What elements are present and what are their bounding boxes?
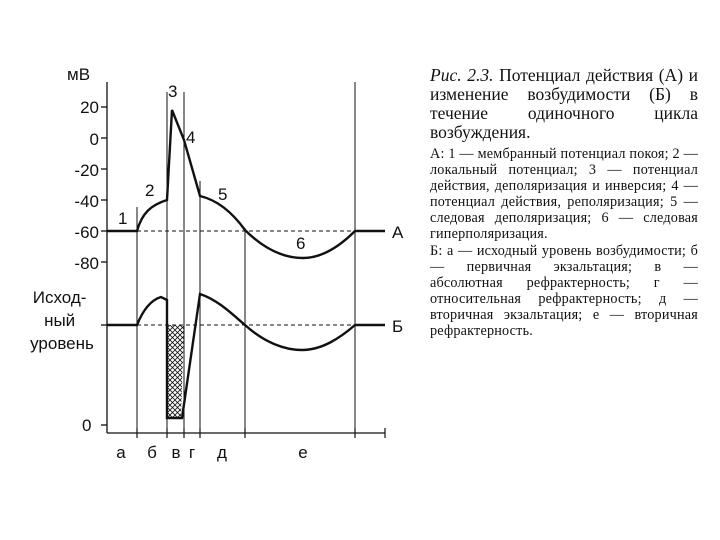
y-tick-label: -40 — [74, 192, 99, 211]
phase-letter: а — [116, 443, 126, 462]
phase-letter: в — [171, 443, 181, 462]
y-tick-label: -20 — [74, 161, 99, 180]
y-tick-label: -60 — [74, 223, 99, 242]
curve-number: 6 — [296, 234, 306, 253]
curve-number: 2 — [145, 181, 155, 200]
caption-heading — [430, 66, 698, 142]
y-tick-label: 0 — [89, 130, 99, 149]
y-tick-label: 20 — [80, 98, 99, 117]
y-tick-label: -80 — [74, 254, 99, 273]
y-axis — [101, 82, 107, 433]
phase-letter: д — [217, 443, 227, 462]
excitability-curve — [107, 294, 385, 418]
curve-b-label: Б — [392, 317, 404, 336]
y-axis-unit: мВ — [67, 65, 91, 84]
phase-letter: е — [298, 443, 308, 462]
absolute-refractory-fill — [167, 325, 184, 418]
zero-label: 0 — [82, 416, 92, 435]
figure-number: Рис. 2.3. — [430, 65, 494, 85]
curve-number: 4 — [186, 128, 196, 147]
baseline-label: Исход- ный уровень — [30, 288, 94, 353]
phase-axis — [107, 428, 385, 438]
curve-number: 1 — [118, 209, 128, 228]
curve-number: 5 — [218, 185, 228, 204]
curve-number: 3 — [168, 82, 178, 101]
caption-part-a: А: 1 — мембранный потенциал покоя; 2 — локальный потенциал; 3 — потенциал действия, деполяризация и инверсия; 4 — потенциал действия, реполяризация; 5 — следовая деполяризация; 6 — следовая гиперполяризация. — [430, 146, 698, 243]
phase-letter: б — [147, 443, 157, 462]
figure-caption — [430, 66, 698, 339]
caption-part-b: Б: а — исходный уровень возбудимости; б — первичная экзальтация; в — абсолютная рефрактерность; г — относительная рефрактерность; д — вторичная экзальтация; е — вторичная рефрактерность. — [430, 242, 698, 340]
caption-title: Потенциал действия (А) и изменение возбудимости (Б) в течение одиночного цикла возбуждения. — [430, 65, 698, 142]
phase-letter: г — [188, 443, 196, 462]
curve-a-label: А — [392, 223, 404, 242]
